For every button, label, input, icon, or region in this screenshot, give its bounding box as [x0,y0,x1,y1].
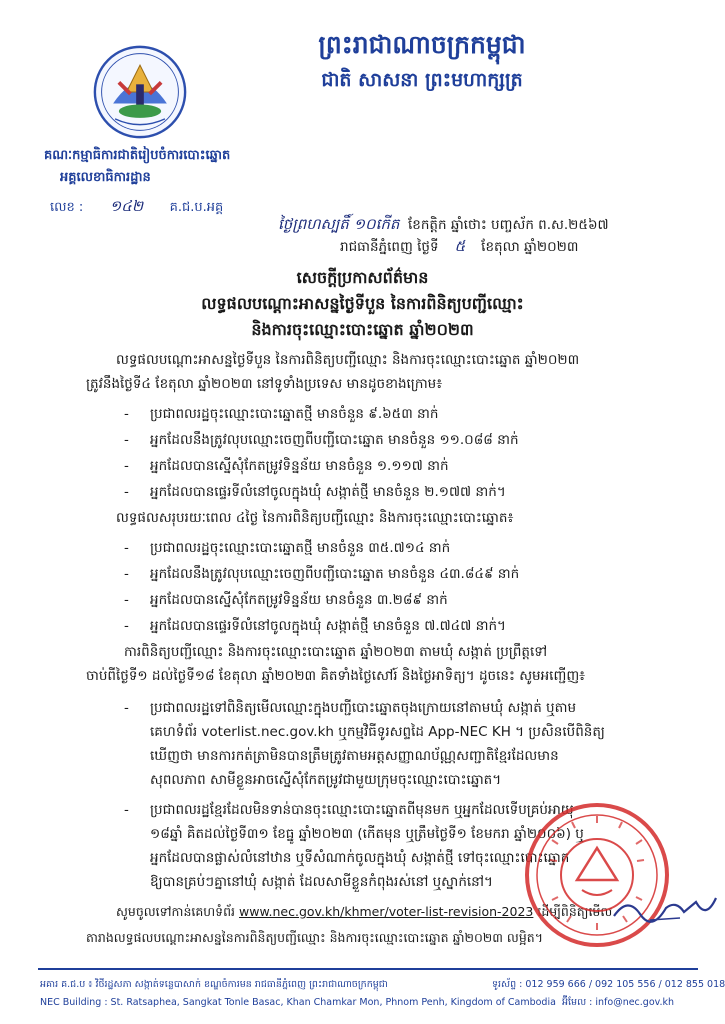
bullet-b-line3: អ្នកដែលបានផ្លាស់លំនៅឋាន ឬទីសំណាក់ចូលក្នុងឃុំ សង្កាត់ថ្មី ទៅចុះឈ្មោះបោះឆ្នោត [150,850,570,866]
lunar-date-handwritten: ថ្ងៃព្រហស្បតិ៍ ១០កើត [278,215,400,233]
list-item: - អ្នកដែលបានផ្ទេរទីលំនៅចូលក្នុងឃុំ សង្កាត់ថ្មី មានចំនួន ២.១៧៧ នាក់។ [124,484,506,500]
bullet-b-line1: - ប្រជាពលរដ្ឋខ្មែរដែលមិនទាន់បានចុះឈ្មោះបោះឆ្នោតពីមុនមក ឬអ្នកដែលទើបគ្រប់អាយុ [124,802,574,818]
email-label: អ៊ីមែល : [562,997,593,1008]
solar-date-place: រាជធានីភ្នំពេញ ថ្ងៃទី [340,239,439,255]
list-item: - ប្រជាពលរដ្ឋចុះឈ្មោះបោះឆ្នោតថ្មី មានចំនួន ៣៥.៧១៤ នាក់ [124,540,451,556]
solar-date-month: ខែតុលា ឆ្នាំ២០២៣ [481,239,579,255]
list-item: - អ្នកដែលបានផ្ទេរទីលំនៅចូលក្នុងឃុំ សង្កាត់ថ្មី មានចំនួន ៧.៧៤៧ នាក់។ [124,618,506,634]
voterlist-link[interactable]: voterlist.nec.gov.kh [201,724,334,740]
solar-date-day: ៥ [454,237,466,255]
solar-date [340,236,578,257]
bullet-a-line1: - ប្រជាពលរដ្ឋទៅពិនិត្យមើលឈ្មោះក្នុងបញ្ជីបោះឆ្នោតចុងក្រោយនៅតាមឃុំ សង្កាត់ ឬតាម [124,700,577,716]
document-subtitle-1: លទ្ធផលបណ្តោះអាសន្នថ្ងៃទីបួន នៃការពិនិត្យបញ្ជីឈ្មោះ [201,294,524,313]
reference-number: ១៤២ [109,197,144,215]
footer-address-english: NEC Building : St. Ratsaphea, Sangkat Tonle Basac, Khan Chamkar Mon, Phnom Penh, Kingdom of Cambodia [40,997,556,1008]
bullet-a-line2: គេហទំព័រ voterlist.nec.gov.kh ឬកម្មវិធីទូរសព្ទដៃ App-NEC KH ។ ប្រសិនបើពិនិត្យ [150,724,605,740]
bullet-a-line4: សុពលភាព សាមីខ្លួនអាចស្នើសុំកែតម្រូវជាមួយក្រុមចុះឈ្មោះបោះឆ្នោត។ [150,772,502,788]
footer-email [562,996,674,1010]
bullet-b-line2: ១៨ឆ្នាំ គិតដល់ថ្ងៃទី៣១ ខែធ្នូ ឆ្នាំ២០២៣ (កើតមុន ឬត្រឹមថ្ងៃទី១ ខែមករា ឆ្នាំ២០០៦) ឬ [150,826,584,842]
summary-intro: លទ្ធផលសរុបរយៈពេល ៤ថ្ងៃ នៃការពិនិត្យបញ្ជីឈ្មោះ និងការចុះឈ្មោះបោះឆ្នោត៖ [116,510,514,526]
reference-suffix: គ.ជ.ប.អគ្គ [169,200,224,215]
closing-line1: សូមចូលទៅកាន់គេហទំព័រ www.nec.gov.kh/khmer/voter-list-revision-2023 ដើម្បីពិនិត្យមើល [116,904,613,919]
schedule-paragraph-line1: ការពិនិត្យបញ្ជីឈ្មោះ និងការចុះឈ្មោះបោះឆ្នោត ឆ្នាំ២០២៣ តាមឃុំ សង្កាត់ ប្រព្រឹត្តទៅ [124,644,548,660]
phone-label: ទូរស័ព្ទ : [492,979,523,990]
signature-icon [610,890,720,930]
list-item: - អ្នកដែលនឹងត្រូវលុបឈ្មោះចេញពីបញ្ជីបោះឆ្នោត មានចំនួន ១១.០៨៨ នាក់ [124,432,519,448]
reference-number-row [50,196,223,218]
phone-number: 012 959 666 / 092 105 556 / 012 855 018 [525,979,725,990]
footer-address-khmer: អគារ គ.ជ.ប ៖ វិថីរដ្ឋសភា សង្កាត់ទន្លេបាសាក់ ខណ្ឌចំការមន រាជធានីភ្នំពេញ ព្រះរាជាណាចក្រកម្ពុជា [40,979,388,990]
organization-unit: អគ្គលេខាធិការដ្ឋាន [60,170,151,185]
nec-emblem-logo [92,44,188,140]
schedule-paragraph-line2: ចាប់ពីថ្ងៃទី១ ដល់ថ្ងៃទី១៨ ខែតុលា ឆ្នាំ២០២៣ គិតទាំងថ្ងៃសៅរ៍ និងថ្ងៃអាទិត្យ។ ដូចនេះ សូមអញ្ជើញ៖ [86,668,586,684]
bullet-b-line4: ឱ្យបានគ្រប់ៗគ្នានៅឃុំ សង្កាត់ ដែលសាមីខ្លួនកំពុងរស់នៅ ឬស្នាក់នៅ។ [150,874,493,890]
closing-line2: តារាងលទ្ធផលបណ្តោះអាសន្ននៃការពិនិត្យបញ្ជីឈ្មោះ និងការចុះឈ្មោះបោះឆ្នោត ឆ្នាំ២០២៣ លម្អិត។ [86,930,543,945]
lunar-date [278,214,609,235]
bullet-a-line3: ឃើញថា មានការកត់ត្រាមិនបានត្រឹមត្រូវតាមអត្តសញ្ញាណប័ណ្ណសញ្ជាតិខ្មែរដែលមាន [150,748,559,764]
reference-label: លេខ : [50,200,84,215]
email-address[interactable]: info@nec.gov.kh [595,997,675,1008]
list-item: - អ្នកដែលបានស្នើសុំកែតម្រូវទិន្នន័យ មានចំនួន ១.១១៧ នាក់ [124,458,449,474]
intro-paragraph-line2: ត្រូវនឹងថ្ងៃទី៤ ខែតុលា ឆ្នាំ២០២៣ នៅទូទាំងប្រទេស មានដូចខាងក្រោម៖ [86,376,443,392]
list-item: - អ្នកដែលនឹងត្រូវលុបឈ្មោះចេញពីបញ្ជីបោះឆ្នោត មានចំនួន ៤៣.៨៤៩ នាក់ [124,566,520,582]
kingdom-title: ព្រះរាជាណាចក្រកម្ពុជា [318,30,526,59]
list-item: - អ្នកដែលបានស្នើសុំកែតម្រូវទិន្នន័យ មានចំនួន ៣.២៨៩ នាក់ [124,592,448,608]
footer-phone [492,978,725,992]
organization-name: គណៈកម្មាធិការជាតិរៀបចំការបោះឆ្នោត [44,148,231,163]
list-item: - ប្រជាពលរដ្ឋចុះឈ្មោះបោះឆ្នោតថ្មី មានចំនួន ៩.៦៥៣ នាក់ [124,406,439,422]
footer-divider [38,968,698,970]
results-link[interactable]: www.nec.gov.kh/khmer/voter-list-revision-2023 [239,904,534,919]
lunar-date-text: ខែកត្តិក ឆ្នាំថោះ បញ្ចស័ក ព.ស.២៥៦៧ [407,217,609,233]
national-motto: ជាតិ សាសនា ព្រះមហាក្សត្រ [321,69,523,91]
document-title: សេចក្តីប្រកាសព័ត៌មាន [296,268,429,287]
document-subtitle-2: និងការចុះឈ្មោះបោះឆ្នោត ឆ្នាំ២០២៣ [251,320,474,339]
intro-paragraph-line1: លទ្ធផលបណ្តោះអាសន្នថ្ងៃទីបួន នៃការពិនិត្យបញ្ជីឈ្មោះ និងការចុះឈ្មោះបោះឆ្នោត ឆ្នាំ២០២៣ [116,352,580,368]
